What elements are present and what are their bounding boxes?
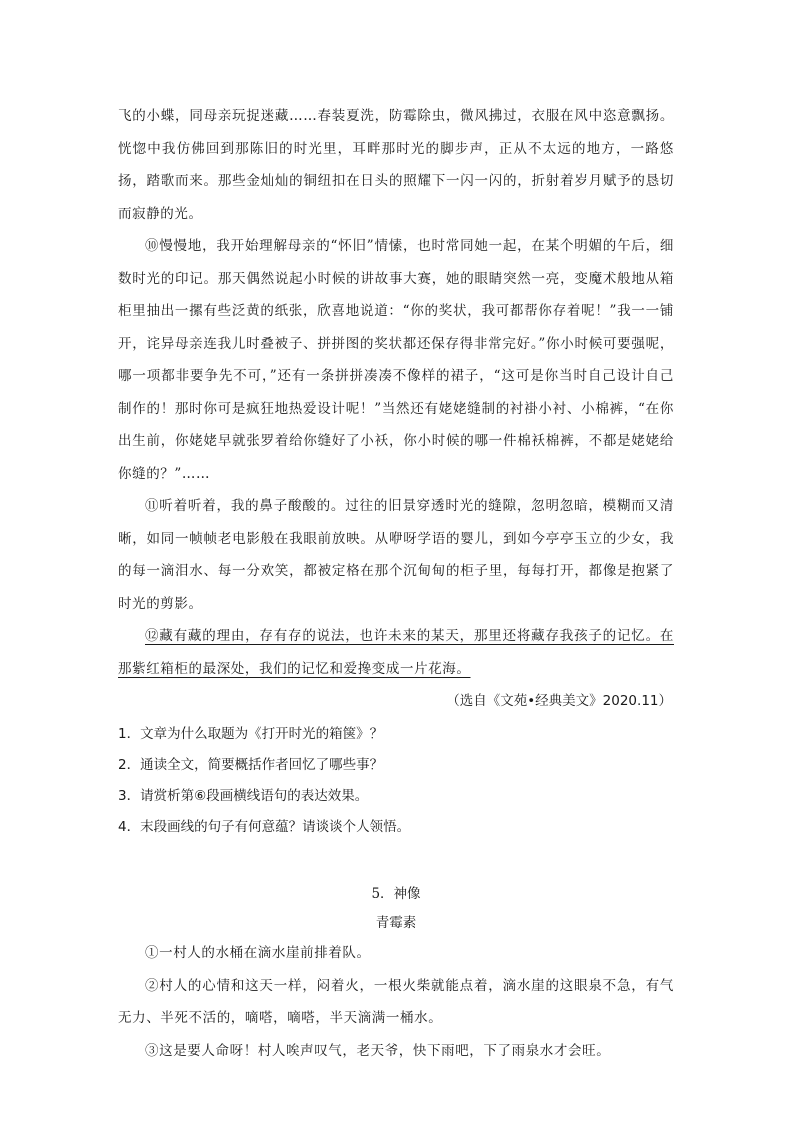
section-author: 青霉素 bbox=[375, 915, 417, 931]
question-item: 1．文章为什么取题为《打开时光的箱箧》？ bbox=[118, 726, 384, 742]
article-source: （选自《文苑•经典美文》2020.11） bbox=[446, 693, 672, 709]
document-content bbox=[118, 100, 674, 1067]
article-paragraph-continued: 飞的小蝶，同母亲玩捉迷藏……春装夏洗，防霉除虫，微风拂过，衣服在风中恣意飘扬。恍惚中我仿佛回到那陈旧的时光里，耳畔那时光的脚步声，正从不太远的地方，一路悠扬，踏歌而来。那些金灿灿的铜纽扣在日头的照耀下一闪一闪的，折射着岁月赋予的恳切而寂静的光。 bbox=[118, 108, 674, 222]
story-paragraph-3: ③这是要人命呀！村人唉声叹气，老天爷，快下雨吧，下了雨泉水才会旺。 bbox=[145, 1042, 611, 1059]
story-paragraph-1: ①一村人的水桶在滴水崖前排着队。 bbox=[145, 945, 371, 961]
article-paragraph-10: ⑩慢慢地，我开始理解母亲的“怀旧”情愫，也时常同她一起，在某个明媚的午后，细数时光的印记。那天偶然说起小时候的讲故事大赛，她的眼睛突然一亮，变魔术般地从箱柜里抽出一摞有些泛黄的纸张，欣喜地说道：“你的奖状，我可都帮你存着呢！”我一一铺开，诧异母亲连我儿时叠被子、拼拼图的奖状都还保存得非常完好。”你小时候可要强呢，哪一项都非要争先不可，”还有一条拼拼凑凑不像样的裙子，“这可是你当时自己设计自己制作的！那时你可是疯狂地热爱设计呢！”当然还有姥姥缝制的衬褂小衬、小棉裤，“在你出生前，你姥姥早就张罗着给你缝好了小袄，你小时候的哪一件棉袄棉裤，不都是姥姥给你缝的？”…… bbox=[118, 238, 674, 482]
question-item: 3．请赏析第⑥段画横线语句的表达效果。 bbox=[118, 788, 369, 804]
question-item: 2．通读全文，简要概括作者回忆了哪些事？ bbox=[118, 757, 384, 773]
question-list bbox=[118, 719, 674, 843]
section-title: 5．神像 bbox=[371, 886, 421, 902]
story-paragraph-2: ②村人的心情和这天一样，闷着火，一根火柴就能点着，滴水崖的这眼泉不急，有气无力、半死不活的，嘀嗒，嘀嗒，半天滴满一桶水。 bbox=[118, 977, 674, 1026]
article-paragraph-11: ⑪听着听着，我的鼻子酸酸的。过往的旧景穿透时光的缝隙，忽明忽暗，模糊而又清晰，如同一帧帧老电影般在我眼前放映。从咿呀学语的婴儿，到如今亭亭玉立的少女，我的每一滴泪水、每一分欢笑，都被定格在那个沉甸甸的柜子里，每每打开，都像是抱紧了时光的剪影。 bbox=[118, 498, 674, 612]
question-item: 4．末段画线的句子有何意蕴？请谈谈个人领悟。 bbox=[118, 819, 411, 835]
article-paragraph-12: ⑫藏有藏的理由，存有存的说法，也许未来的某天，那里还将藏存我孩子的记忆。在那紫红箱柜的最深处，我们的记忆和爱搀变成一片花海。 bbox=[118, 628, 674, 677]
